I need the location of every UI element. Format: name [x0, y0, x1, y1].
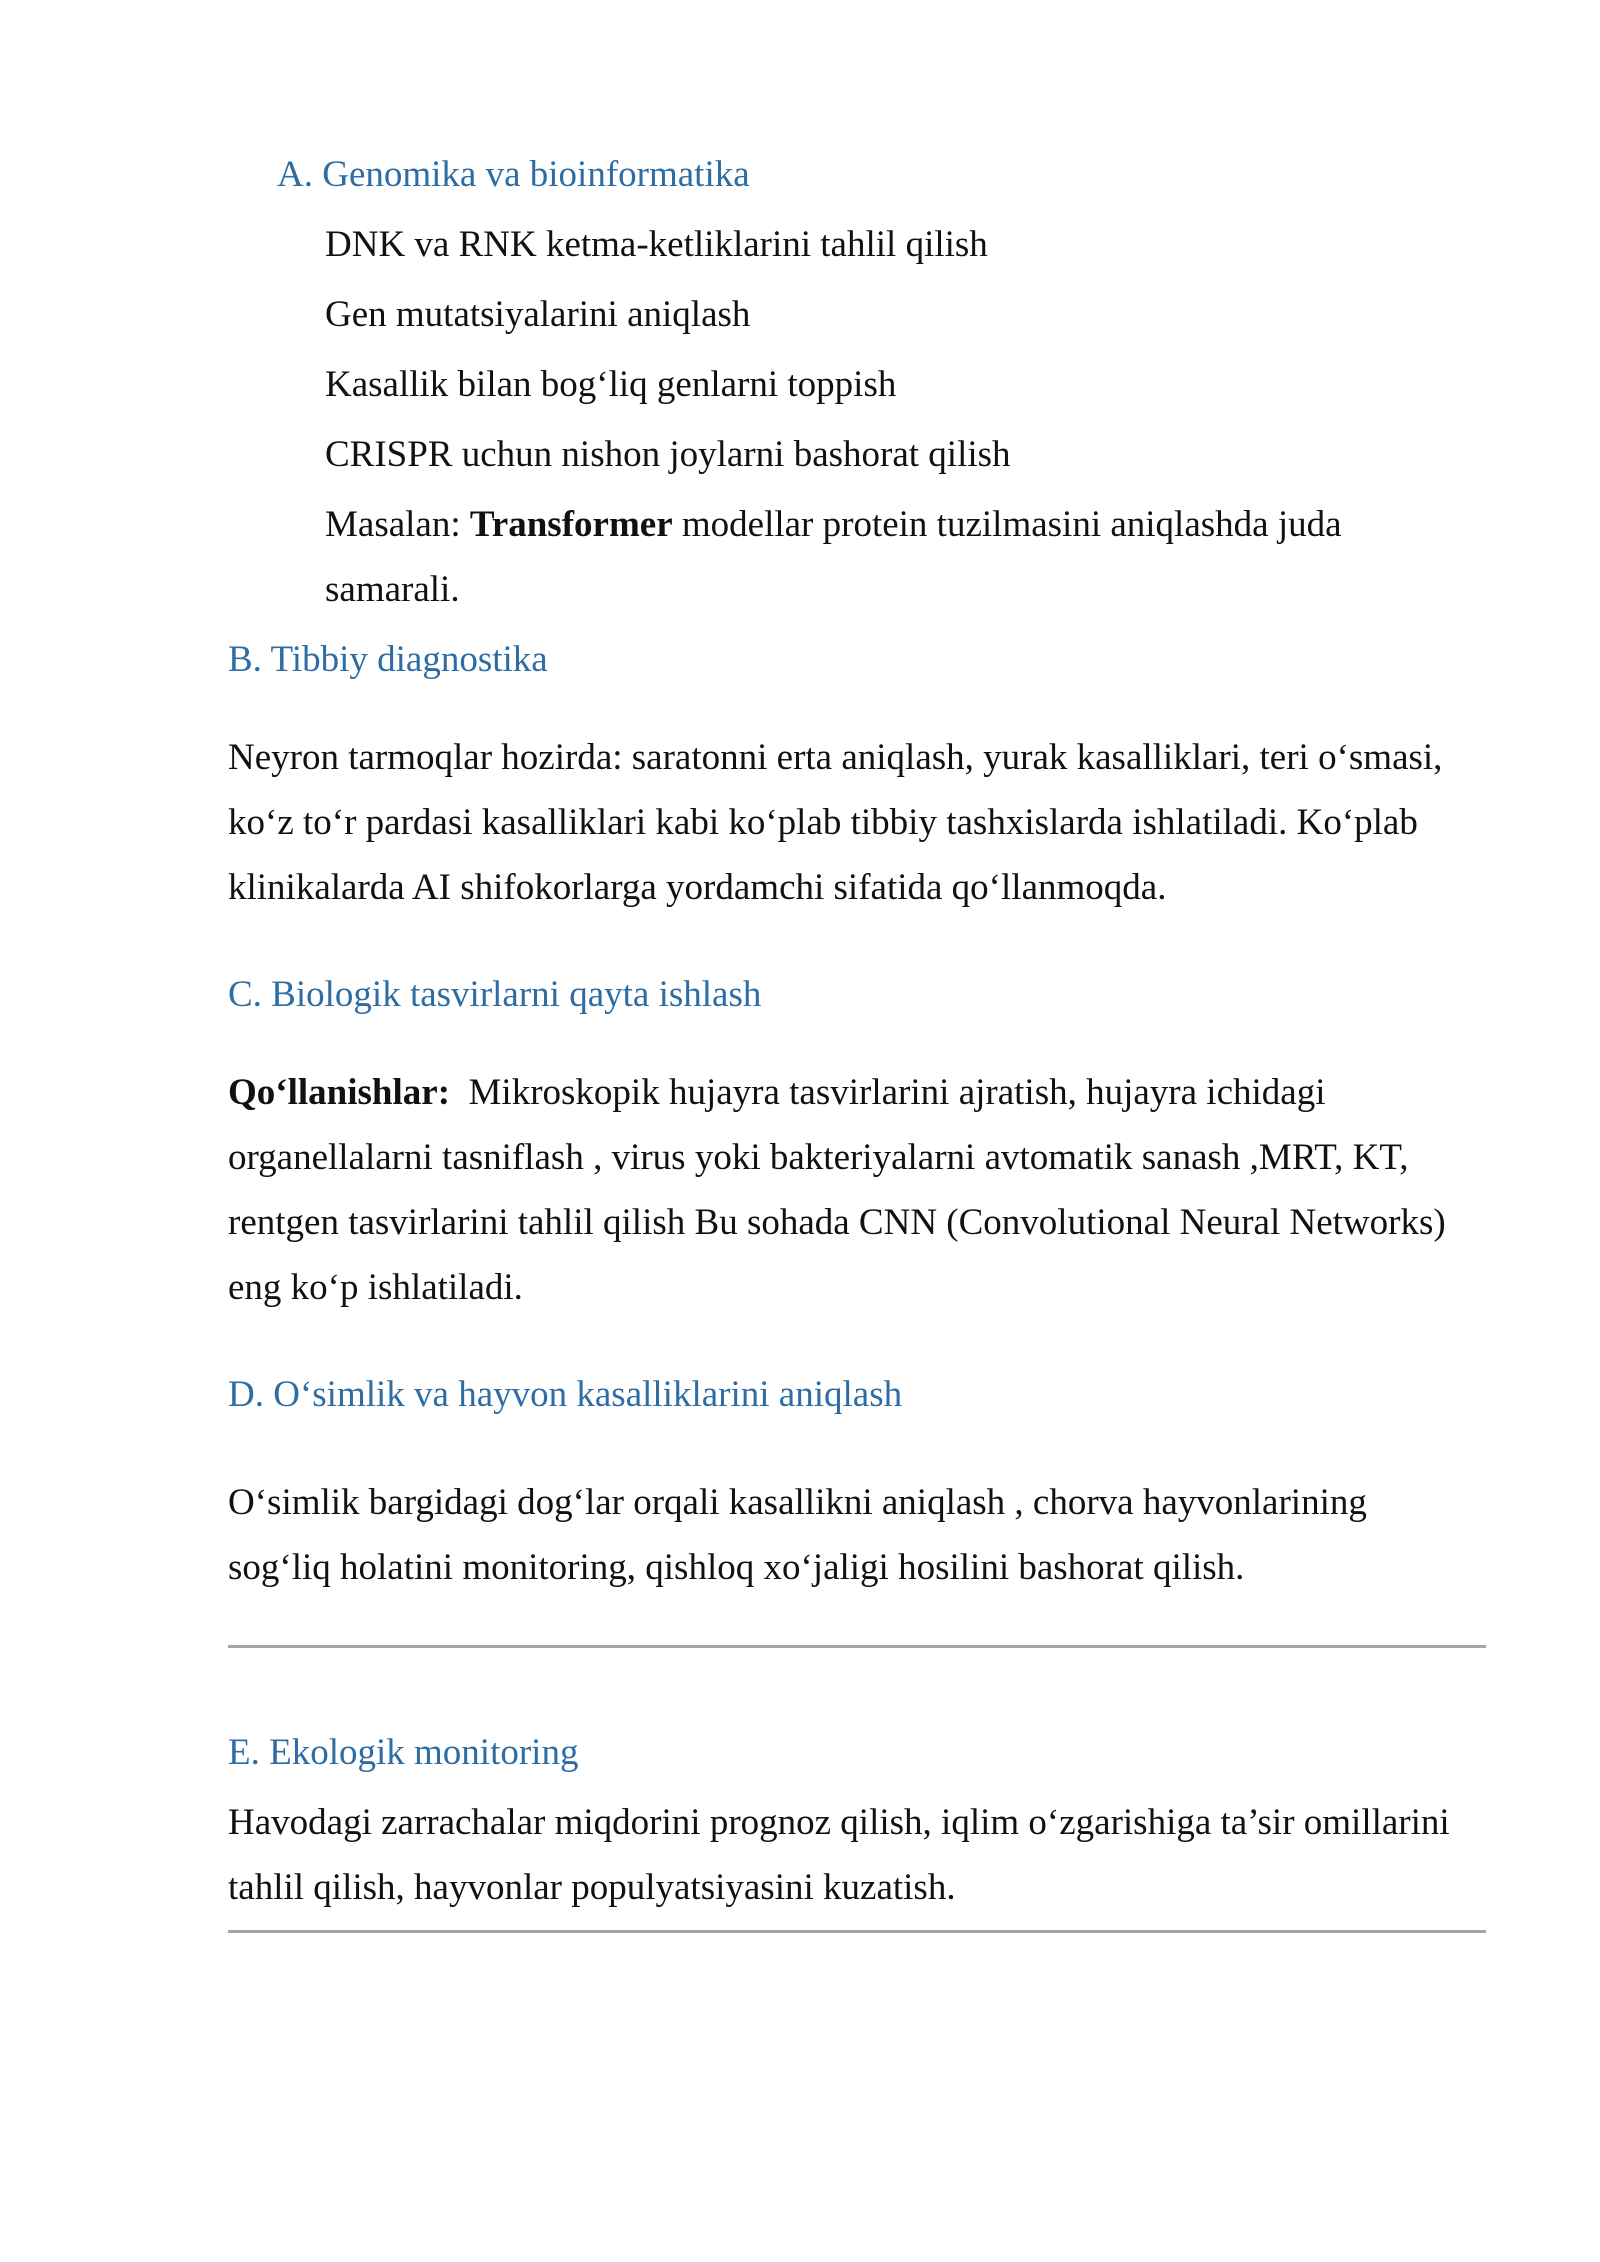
horizontal-divider	[228, 1645, 1486, 1648]
section-e-paragraph	[228, 1790, 1490, 1920]
list-item: CRISPR uchun nishon joylarni bashorat qilish	[325, 434, 1011, 475]
example-line-2: samarali.	[325, 569, 460, 610]
paragraph-line: Neyron tarmoqlar hozirda: saratonni erta aniqlash, yurak kasalliklari, teri o‘smasi,	[228, 737, 1443, 778]
example-rest: modellar protein tuzilmasini aniqlashda juda	[672, 504, 1342, 545]
horizontal-divider	[228, 1930, 1486, 1933]
section-e-heading: E. Ekologik monitoring	[228, 1732, 579, 1773]
paragraph-line: klinikalarda AI shifokorlarga yordamchi sifatida qo‘llanmoqda.	[228, 867, 1167, 908]
section-a-heading: A. Genomika va bioinformatika	[277, 154, 750, 195]
paragraph-line: organellalarni tasniflash , virus yoki bakteriyalarni avtomatik sanash ,MRT, KT,	[228, 1137, 1409, 1178]
paragraph-line: rentgen tasvirlarini tahlil qilish Bu sohada CNN (Convolutional Neural Networks)	[228, 1202, 1446, 1243]
section-c-paragraph	[228, 1060, 1490, 1320]
paragraph-line: tahlil qilish, hayvonlar populyatsiyasini kuzatish.	[228, 1867, 956, 1908]
section-d-paragraph	[228, 1470, 1490, 1600]
list-item: Kasallik bilan bog‘liq genlarni toppish	[325, 364, 897, 405]
section-b-paragraph	[228, 725, 1490, 920]
example-line	[325, 502, 1342, 548]
example-bold-term: Transformer	[469, 504, 673, 545]
paragraph-line: O‘simlik bargidagi dog‘lar orqali kasallikni aniqlash , chorva hayvonlarining	[228, 1482, 1367, 1523]
example-prefix: Masalan:	[325, 504, 470, 545]
paragraph-line	[228, 1060, 1490, 1125]
section-d-heading: D. O‘simlik va hayvon kasalliklarini aniqlash	[228, 1374, 903, 1415]
applications-label: Qo‘llanishlar:	[228, 1072, 451, 1113]
paragraph-text: Mikroskopik hujayra tasvirlarini ajratish, hujayra ichidagi	[450, 1072, 1326, 1113]
section-c-heading: C. Biologik tasvirlarni qayta ishlash	[228, 974, 762, 1015]
paragraph-line: Havodagi zarrachalar miqdorini prognoz qilish, iqlim o‘zgarishiga ta’sir omillarini	[228, 1802, 1450, 1843]
paragraph-line: ko‘z to‘r pardasi kasalliklari kabi ko‘plab tibbiy tashxislarda ishlatiladi. Ko‘plab	[228, 802, 1418, 843]
list-item: Gen mutatsiyalarini aniqlash	[325, 294, 751, 335]
paragraph-line: sog‘liq holatini monitoring, qishloq xo‘jaligi hosilini bashorat qilish.	[228, 1547, 1245, 1588]
section-b-heading: B. Tibbiy diagnostika	[228, 639, 548, 680]
list-item: DNK va RNK ketma-ketliklarini tahlil qilish	[325, 224, 988, 265]
paragraph-line: eng ko‘p ishlatiladi.	[228, 1267, 523, 1308]
